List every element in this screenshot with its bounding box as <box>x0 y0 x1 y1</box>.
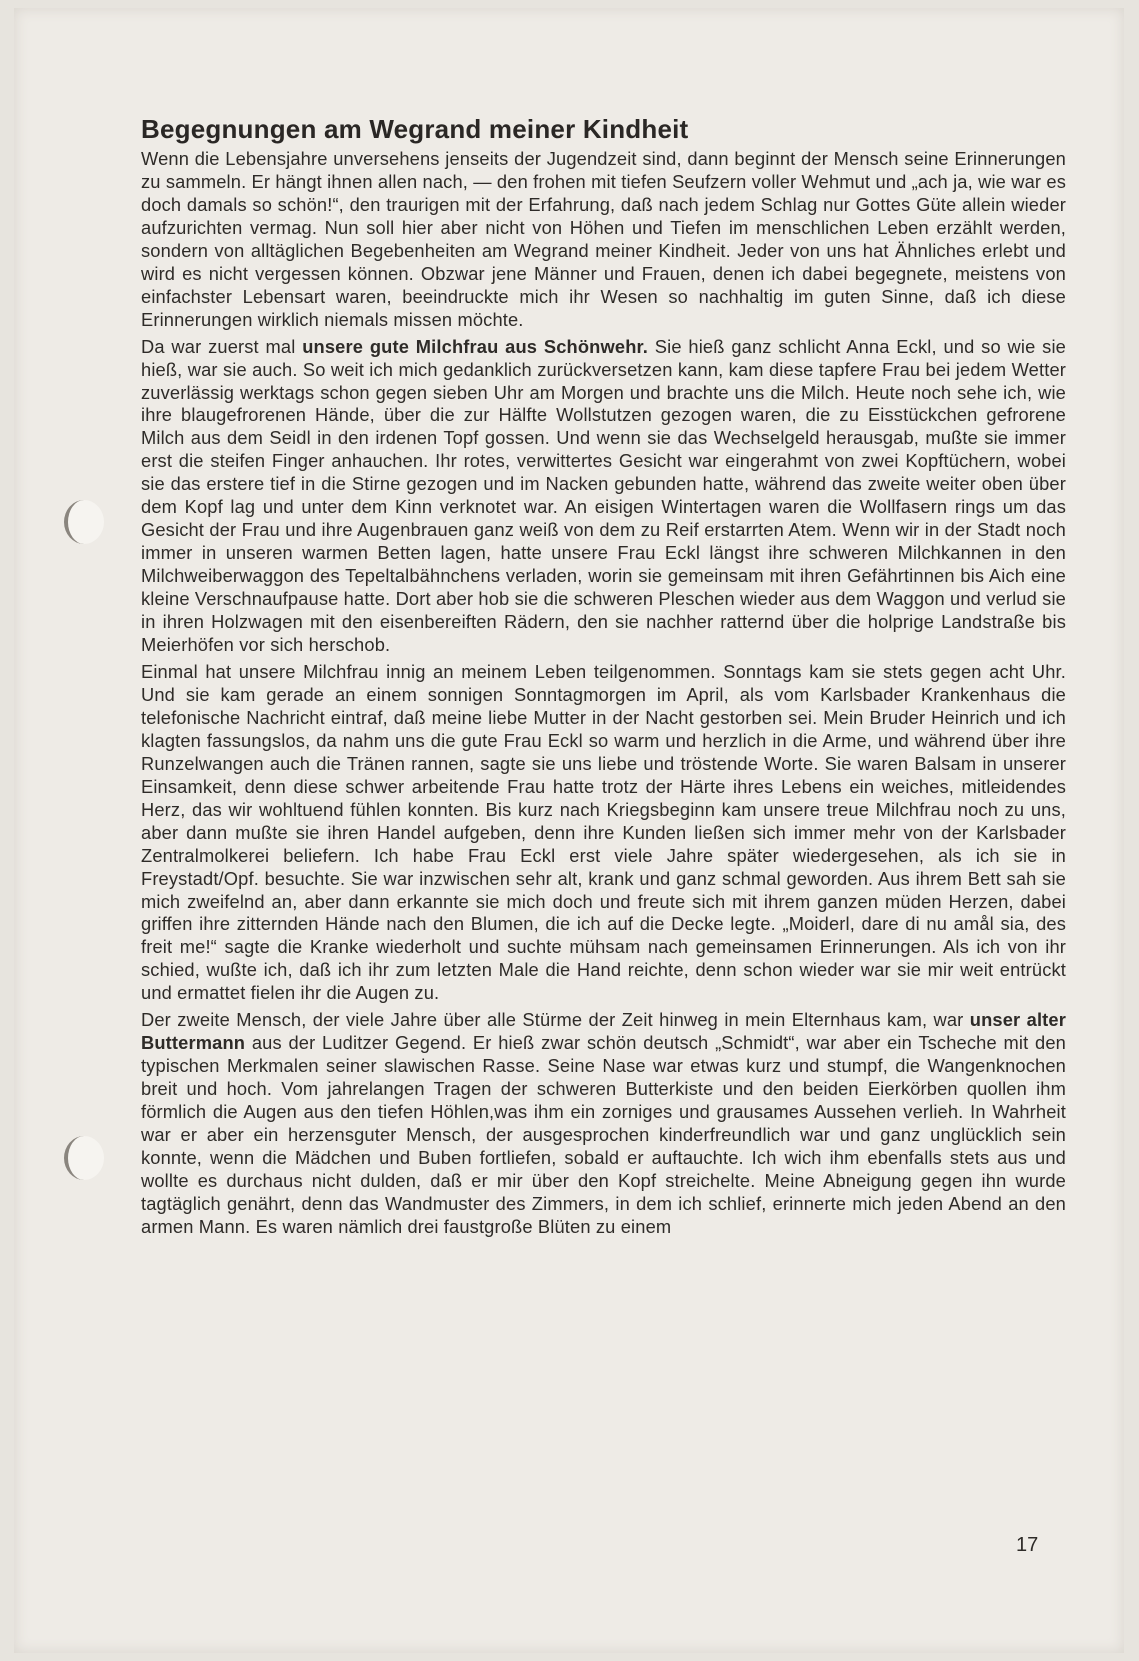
paragraph-text: Sie hieß ganz schlicht Anna Eckl, und so wie sie hieß, war sie auch. So weit ich mich gedanklich zurückversetzen kann, kam diese tapfere Frau bei jedem Wetter zuverlässig werktags schon gegen sieben Uhr am Morgen und brachte uns die Milch. Heute noch sehe ich, wie ihre blaugefrorenen Hände, über die zur Hälfte Wollstutzen gezogen waren, die zu Eisstückchen gefrorene Milch aus dem Seidl in den irdenen Topf gossen. Und wenn sie das Wechselgeld herausgab, mußte sie immer erst die steifen Finger anhauchen. Ihr rotes, verwittertes Gesicht war eingerahmt von zwei Kopftüchern, wobei sie das erstere tief in die Stirne gezogen und im Nacken gebunden hatte, während das zweite weiter oben über dem Kopf lag und unter dem Kinn verknotet war. An eisigen Wintertagen waren die Wollfasern rings um das Gesicht der Frau und ihre Augenbrauen ganz weiß von dem zu Reif erstarrten Atem. Wenn wir in der Stadt noch immer in unseren warmen Betten lagen, hatte unsere Frau Eckl längst ihre schweren Milchkannen in den Milchweiberwaggon des Tepeltalbähnchens verladen, worin sie gemeinsam mit ihren Gefährtinnen bis Aich eine kleine Verschnaufpause hatte. Dort aber hob sie die schweren Pleschen wieder aus dem Waggon und verlud sie in ihren Holzwagen mit den eisenbereiften Rädern, den sie nachher ratternd über die holprige Landstraße bis Meierhöfen vor sich herschob. <box>141 335 1066 656</box>
paragraph-milchfrau <box>141 336 1066 657</box>
binder-hole-lower <box>64 1136 104 1180</box>
paragraph-text: Einmal hat unsere Milchfrau innig an meinem Leben teilgenommen. Sonntags kam sie stets gegen acht Uhr. Und sie kam gerade an einem sonnigen Sonntagmorgen im April, als vom Karlsbader Krankenhaus die telefonische Nachricht eintraf, daß meine liebe Mutter in der Nacht gestorben sei. Mein Bruder Heinrich und ich klagten fassungslos, da nahm uns die gute Frau Eckl so warm und herzlich in die Arme, und während über ihre Runzelwangen auch die Tränen rannen, sagte sie uns liebe und tröstende Worte. Sie waren Balsam in unserer Einsamkeit, denn diese schwer arbeitende Frau hatte trotz der Härte ihres Lebens ein weiches, mitleidendes Herz, das wir wohltuend fühlen konnten. Bis kurz nach Kriegsbeginn kam unsere treue Milchfrau noch zu uns, aber dann mußte sie ihren Handel aufgeben, denn ihre Kunden ließen sich immer mehr von der Karlsbader Zentralmolkerei beliefern. Ich habe Frau Eckl erst viele Jahre später wiedergesehen, als ich sie in Freystadt/Opf. besuchte. Sie war inzwischen sehr alt, krank und ganz schmal geworden. Aus ihrem Bett sah sie mich zweifelnd an, aber dann erkannte sie mich doch und freute sich mit ihrem ganzen müden Herzen, dabei griffen ihre zitternden Hände nach den Blumen, die ich auf die Decke legte. „Moiderl, dare di nu amål sia, des freit me!“ sagte die Kranke wiederholt und suchte mühsam nach gemeinsamen Erinnerungen. Als ich von ihr schied, wußte ich, daß ich ihr zum letzten Male die Hand reichte, denn schon wieder war sie mir weit entrückt und ermattet fielen ihr die Augen zu. <box>141 660 1066 1004</box>
emphasis-milchfrau: unsere gute Milchfrau aus Schönwehr. <box>302 335 648 357</box>
binder-hole-upper <box>64 500 104 544</box>
paragraph-text: Da war zuerst mal <box>141 335 303 357</box>
article <box>141 112 1066 1243</box>
book-page <box>14 8 1124 1653</box>
page-number: 17 <box>1016 1534 1039 1556</box>
paragraph-buttermann <box>141 1009 1066 1239</box>
article-title: Begegnungen am Wegrand meiner Kindheit <box>141 114 689 144</box>
paragraph-mother <box>141 661 1066 1005</box>
paragraph-text: aus der Luditzer Gegend. Er hieß zwar schön deutsch „Schmidt“, war aber ein Tscheche mit den typischen Merkmalen seiner slawischen Rasse. Seine Nase war etwas kurz und stumpf, die Wangenknochen breit und hoch. Vom jahrelangen Tragen der schweren Butterkiste und den beiden Eierkörben quollen ihm förmlich die Augen aus den tiefen Höhlen,was ihm ein zorniges und grausames Aussehen verlieh. In Wahrheit war er aber ein herzensguter Mensch, der ausgesprochen kinderfreundlich war und ganz unglücklich sein konnte, wenn die Mädchen und Buben fortliefen, sobald er auftauchte. Ich wich ihm ebenfalls stets aus und wollte es durchaus nicht dulden, daß er mir über den Kopf streichelte. Meine Abneigung gegen ihn wurde tagtäglich genährt, denn das Wandmuster des Zimmers, in dem ich schlief, erinnerte mich jeden Abend an den armen Mann. Es waren nämlich drei faustgroße Blüten zu einem <box>141 1032 1066 1237</box>
paragraph-text: Der zweite Mensch, der viele Jahre über alle Stürme der Zeit hinweg in mein Elternhaus kam, war <box>141 1009 970 1031</box>
paragraph-intro <box>141 148 1066 332</box>
paragraph-text: Wenn die Lebensjahre unversehens jenseits der Jugendzeit sind, dann beginnt der Mensch seine Erinnerungen zu sammeln. Er hängt ihnen allen nach, — den frohen mit tiefen Seufzern voller Wehmut und „ach ja, wie war es doch damals so schön!“, den traurigen mit der Erfahrung, daß nach jedem Schlag nur Gottes Güte allein wieder aufzurichten vermag. Nun soll hier aber nicht von Höhen und Tiefen im menschlichen Leben erzählt werden, sondern von alltäglichen Begebenheiten am Wegrand meiner Kindheit. Jeder von uns hat Ähnliches erlebt und wird es nicht vergessen können. Obzwar jene Männer und Frauen, denen ich dabei begegnete, meistens von einfachster Lebensart waren, beeindruckte mich ihr Wesen so nachhaltig im guten Sinne, daß ich diese Erinnerungen wirklich niemals missen möchte. <box>141 148 1066 330</box>
emphasis-buttermann: unser alter Buttermann <box>141 1009 1066 1054</box>
